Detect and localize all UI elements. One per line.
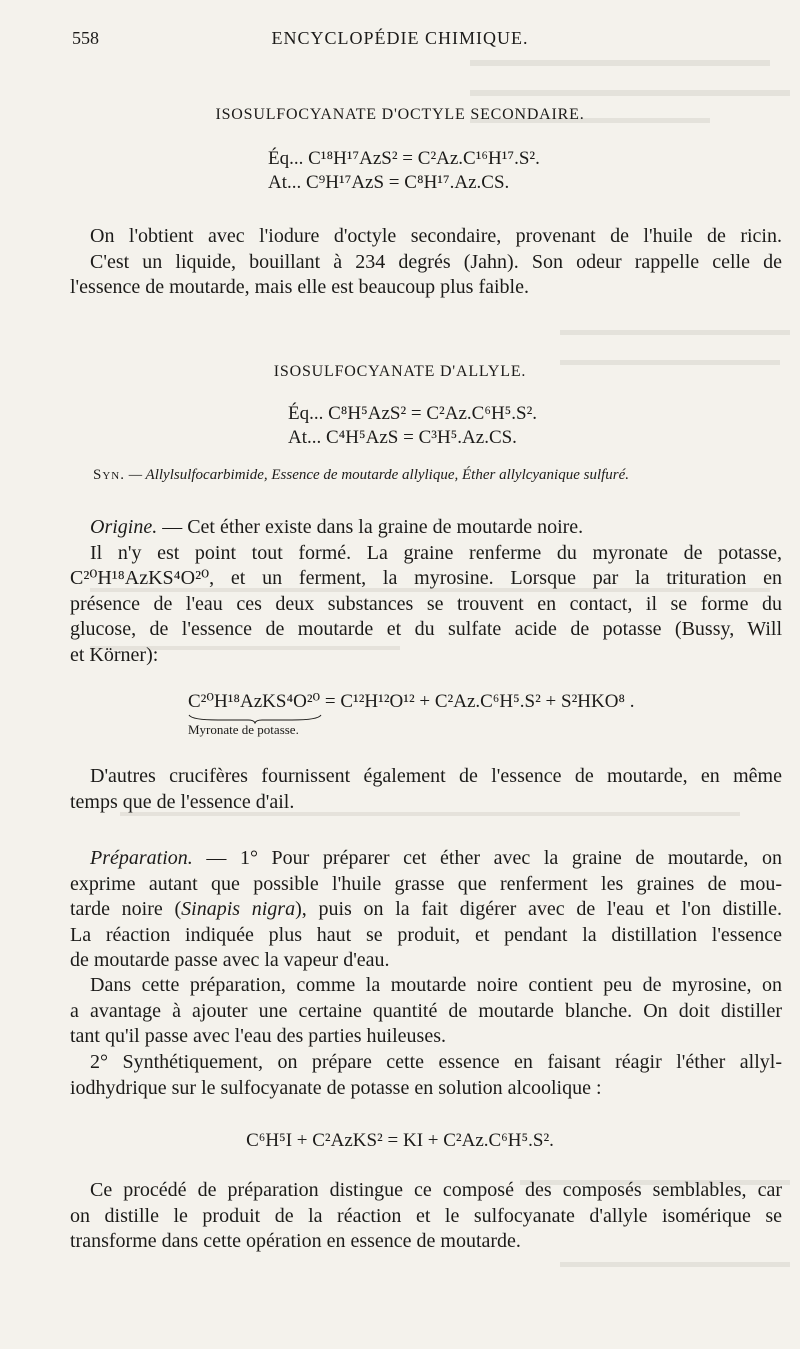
text-line: temps que de l'essence d'ail. [70, 790, 295, 813]
text-line: Il n'y est point tout formé. La graine renferme du myronate de potasse, [90, 541, 782, 564]
text-line: de moutarde passe avec la vapeur d'eau. [70, 949, 390, 971]
formula-equivalent-allyle: Éq... C⁸H⁵AzS² = C²Az.C⁶H⁵.S². [288, 403, 538, 424]
text-line: présence de l'eau ces deux substances se trouvent en contact, il se forme du [70, 592, 782, 615]
formula-equivalent-octyle: Éq... C¹⁸H¹⁷AzS² = C²Az.C¹⁶H¹⁷.S². [268, 148, 540, 169]
formula-atomic-allyle: At... C⁴H⁵AzS = C³H⁵.Az.CS. [288, 427, 517, 448]
paragraph-preparation-3 [70, 1050, 782, 1101]
latin-name: Sinapis nigra [181, 898, 296, 920]
paragraph-crucifères [70, 764, 782, 815]
preparation-intro: — 1° Pour préparer cet éther avec la graine de moutarde, on [206, 847, 782, 869]
section-title-allyle: ISOSULFOCYANATE D'ALLYLE. [273, 363, 527, 380]
preparation-heading: Préparation. [90, 847, 193, 869]
paragraph-preparation-4 [70, 1178, 782, 1255]
text-line: tarde noire (Sinapis nigra), puis on la fait digérer avec de l'eau et l'on distille. [70, 898, 782, 920]
text-line: Dans cette préparation, comme la moutarde noire contient peu de myrosine, on [90, 974, 782, 996]
paragraph-octyle [70, 224, 782, 301]
text-line: exprime autant que possible l'huile grasse que renferment les graines de mou- [70, 872, 782, 895]
synonyms-label: Syn. [93, 467, 125, 483]
page-number: 558 [72, 28, 99, 48]
origine-heading: Origine. [90, 516, 158, 538]
running-header: ENCYCLOPÉDIE CHIMIQUE. [271, 28, 529, 48]
text-line: D'autres crucifères fournissent également de l'essence de moutarde, en même [90, 765, 782, 787]
text-line [70, 846, 782, 872]
text-line: La réaction indiquée plus haut se produit, et pendant la distillation l'essence [70, 923, 782, 946]
text-line [70, 515, 782, 541]
paragraph-origine [70, 515, 782, 668]
text-line: l'essence de moutarde, mais elle est beaucoup plus faible. [70, 276, 529, 298]
text-line: C'est un liquide, bouillant à 234 degrés (Jahn). Son odeur rappelle celle de [90, 250, 782, 273]
text-line: glucose, de l'essence de moutarde et du sulfate acide de potasse (Bussy, Will [70, 618, 782, 640]
formula-atomic-octyle: At... C⁹H¹⁷AzS = C⁸H¹⁷.Az.CS. [268, 172, 510, 193]
synonyms-line [93, 467, 629, 484]
brace-label: Myronate de potasse. [188, 722, 299, 737]
text-line: On l'obtient avec l'iodure d'octyle secondaire, provenant de l'huile de ricin. [90, 225, 782, 247]
paragraph-preparation-2 [70, 973, 782, 1050]
text-line: 2° Synthétiquement, on prépare cette essence en faisant réagir l'éther allyl- [90, 1051, 782, 1073]
text-line: tant qu'il passe avec l'eau des parties huileuses. [70, 1025, 446, 1047]
text-line: et Körner): [70, 643, 159, 666]
paragraph-preparation-1 [70, 846, 782, 974]
text-line: Ce procédé de préparation distingue ce composé des composés semblables, car [90, 1179, 782, 1201]
text-line: transforme dans cette opération en essence de moutarde. [70, 1230, 521, 1252]
equation-synthesis: C⁶H⁵I + C²AzKS² = KI + C²Az.C⁶H⁵.S². [246, 1130, 554, 1151]
section-title-octyle: ISOSULFOCYANATE D'OCTYLE SECONDAIRE. [215, 106, 585, 123]
text-line: C²⁰H¹⁸AzKS⁴O²⁰, et un ferment, la myrosine. Lorsque par la trituration en [70, 567, 782, 589]
synonyms-text: — Allylsulfocarbimide, Essence de moutarde allylique, Éther allylcyanique sulfuré. [128, 467, 630, 483]
equation-myronate: C²⁰H¹⁸AzKS⁴O²⁰ = C¹²H¹²O¹² + C²Az.C⁶H⁵.S² + S²HKO⁸ . [188, 691, 635, 712]
origine-intro: — Cet éther existe dans la graine de moutarde noire. [162, 516, 584, 538]
text-line: on distille le produit de la réaction et le sulfocyanate d'allyle isomérique se [70, 1204, 782, 1227]
text-line: a avantage à ajouter une certaine quantité de moutarde blanche. On doit distiller [70, 999, 782, 1022]
text-line: iodhydrique sur le sulfocyanate de potasse en solution alcoolique : [70, 1076, 602, 1099]
